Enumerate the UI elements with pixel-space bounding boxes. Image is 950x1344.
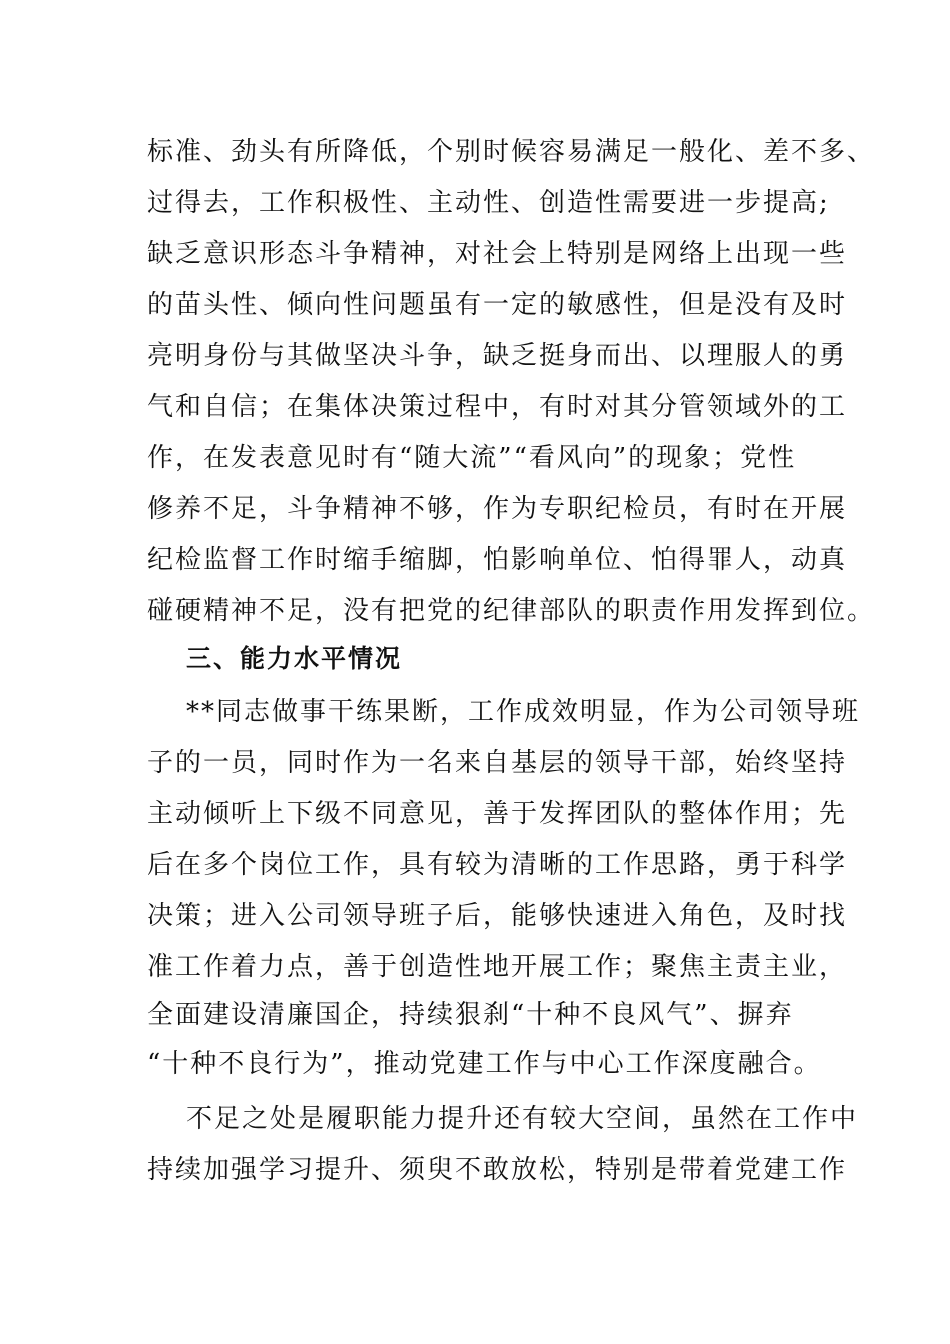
- paragraph-line: 亮明身份与其做坚决斗争，缺乏挺身而出、以理服人的勇: [147, 341, 848, 371]
- paragraph-line: 准工作着力点，善于创造性地开展工作；聚焦主责主业，: [147, 952, 848, 982]
- paragraph-line: 的苗头性、倾向性问题虽有一定的敏感性，但是没有及时: [147, 290, 848, 320]
- paragraph-line: 气和自信；在集体决策过程中，有时对其分管领域外的工: [147, 392, 848, 422]
- paragraph-line: 标准、劲头有所降低，个别时候容易满足一般化、差不多、: [147, 137, 876, 167]
- paragraph-line: 修养不足，斗争精神不够，作为专职纪检员，有时在开展: [147, 494, 848, 524]
- paragraph-line: 全面建设清廉国企，持续狠刹“十种不良风气”、摒弃: [147, 1000, 794, 1030]
- paragraph-line: 作，在发表意见时有“随大流”“看风向”的现象；党性: [147, 443, 797, 473]
- paragraph-line: 过得去，工作积极性、主动性、创造性需要进一步提高;: [147, 188, 830, 218]
- paragraph-line: 子的一员，同时作为一名来自基层的领导干部，始终坚持: [147, 748, 848, 778]
- paragraph-line: **同志做事干练果断，工作成效明显，作为公司领导班: [186, 697, 861, 727]
- paragraph-line: 主动倾听上下级不同意见，善于发挥团队的整体作用；先: [147, 799, 848, 829]
- paragraph-line: “十种不良行为”，推动党建工作与中心工作深度融合。: [147, 1049, 822, 1079]
- paragraph-line: 碰硬精神不足，没有把党的纪律部队的职责作用发挥到位。: [147, 596, 876, 626]
- paragraph-line: 纪检监督工作时缩手缩脚，怕影响单位、怕得罪人，动真: [147, 545, 848, 575]
- paragraph-line: 决策；进入公司领导班子后，能够快速进入角色，及时找: [147, 901, 848, 931]
- paragraph-line: 不足之处是履职能力提升还有较大空间，虽然在工作中: [186, 1104, 859, 1134]
- paragraph-line: 缺乏意识形态斗争精神，对社会上特别是网络上出现一些: [147, 239, 848, 269]
- section-heading: 三、能力水平情况: [186, 644, 403, 673]
- paragraph-line: 持续加强学习提升、须臾不敢放松，特别是带着党建工作: [147, 1155, 848, 1185]
- paragraph-line: 后在多个岗位工作，具有较为清晰的工作思路，勇于科学: [147, 850, 848, 880]
